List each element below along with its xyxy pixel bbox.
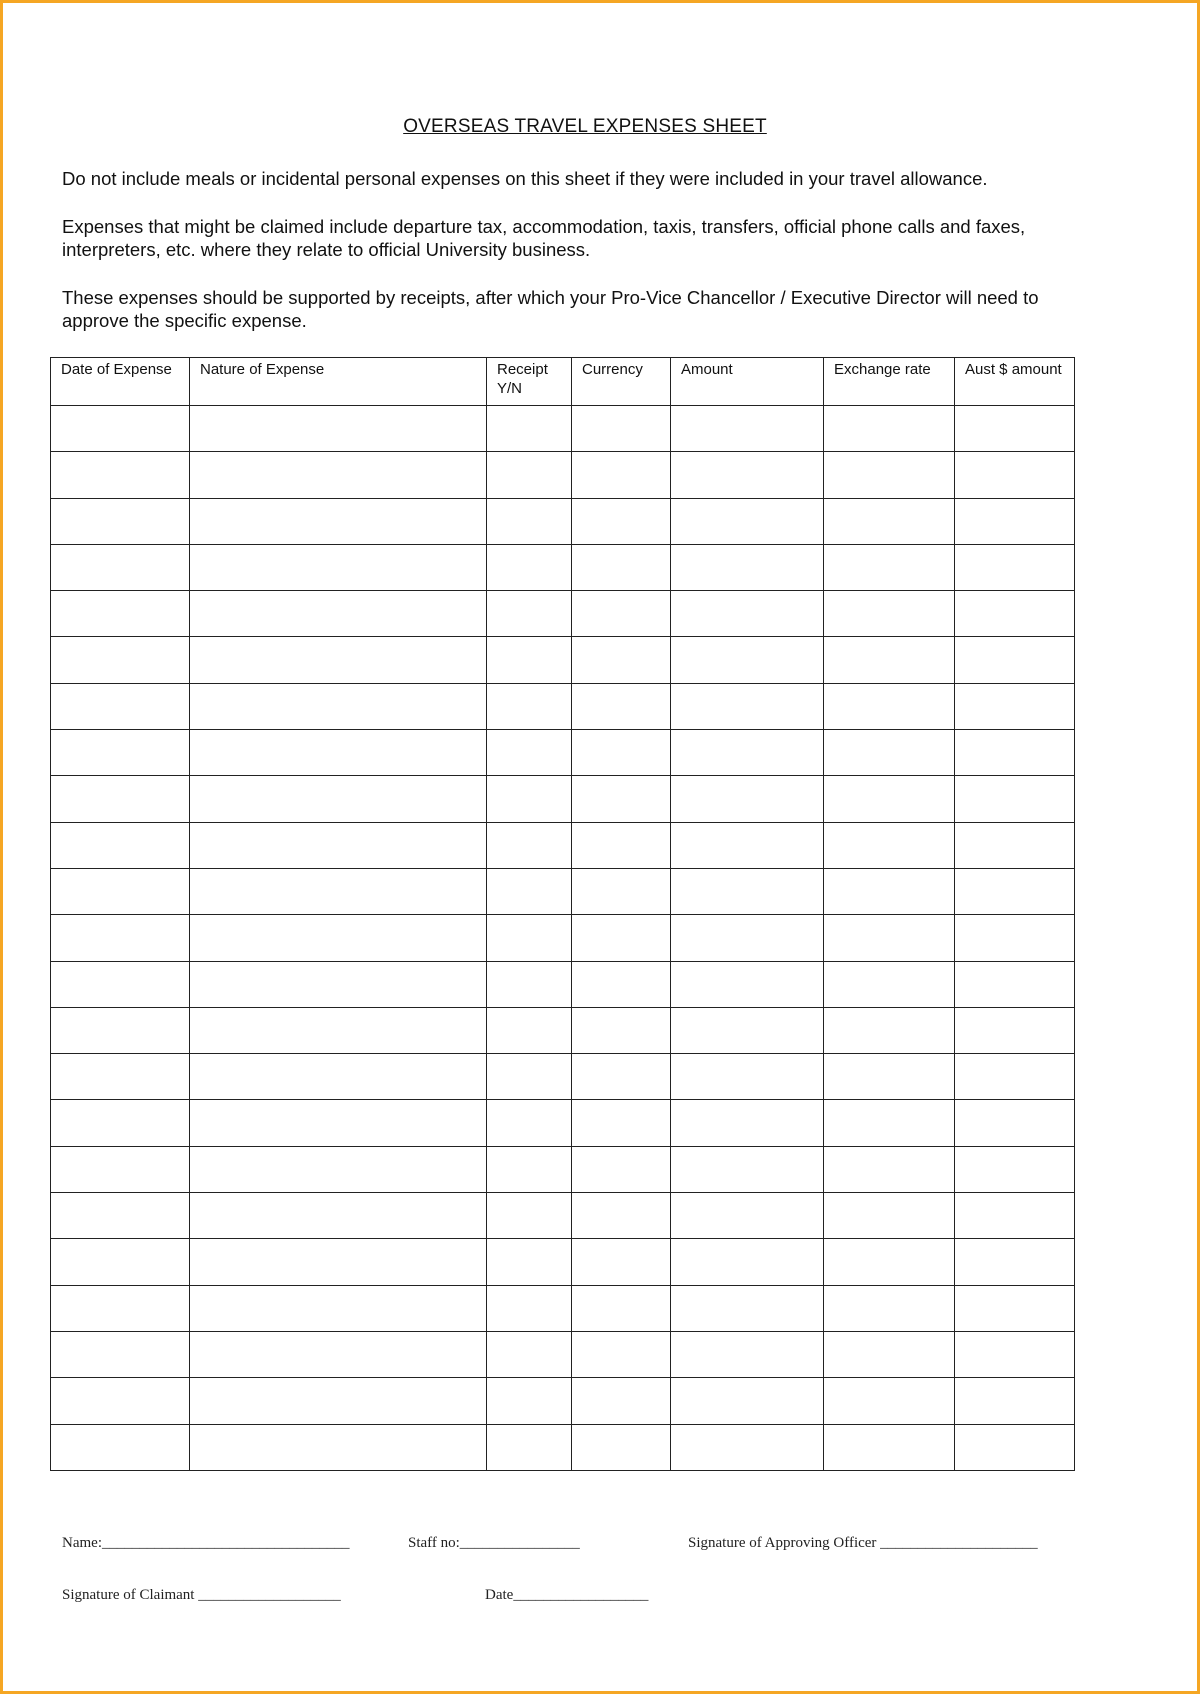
receipt-cell[interactable] xyxy=(487,452,572,498)
date-cell[interactable] xyxy=(51,1378,190,1424)
exchange-rate-cell[interactable] xyxy=(824,637,955,683)
table-row xyxy=(51,961,1075,1007)
amount-cell[interactable] xyxy=(671,1193,824,1239)
nature-cell[interactable] xyxy=(190,961,487,1007)
currency-cell[interactable] xyxy=(572,591,671,637)
nature-cell[interactable] xyxy=(190,406,487,452)
exchange-rate-cell[interactable] xyxy=(824,1424,955,1470)
date-cell[interactable] xyxy=(51,1146,190,1192)
table-row xyxy=(51,1146,1075,1192)
amount-cell[interactable] xyxy=(671,1285,824,1331)
approving-officer-signature-field[interactable]: Signature of Approving Officer _____________________ xyxy=(688,1535,1038,1551)
amount-cell[interactable] xyxy=(671,1146,824,1192)
currency-cell[interactable] xyxy=(572,1378,671,1424)
amount-cell[interactable] xyxy=(671,915,824,961)
receipt-cell[interactable] xyxy=(487,1239,572,1285)
amount-cell[interactable] xyxy=(671,406,824,452)
header-currency: Currency xyxy=(572,358,671,406)
exchange-rate-cell[interactable] xyxy=(824,683,955,729)
amount-cell[interactable] xyxy=(671,868,824,914)
amount-cell[interactable] xyxy=(671,1378,824,1424)
nature-cell[interactable] xyxy=(190,1193,487,1239)
nature-cell[interactable] xyxy=(190,1239,487,1285)
receipt-cell[interactable] xyxy=(487,498,572,544)
aust-amount-cell[interactable] xyxy=(955,1331,1075,1377)
currency-cell[interactable] xyxy=(572,544,671,590)
date-cell[interactable] xyxy=(51,406,190,452)
exchange-rate-cell[interactable] xyxy=(824,730,955,776)
date-cell[interactable] xyxy=(51,868,190,914)
amount-cell[interactable] xyxy=(671,1424,824,1470)
receipt-cell[interactable] xyxy=(487,1193,572,1239)
exchange-rate-cell[interactable] xyxy=(824,1285,955,1331)
receipt-cell[interactable] xyxy=(487,637,572,683)
amount-cell[interactable] xyxy=(671,591,824,637)
nature-cell[interactable] xyxy=(190,1054,487,1100)
receipt-cell[interactable] xyxy=(487,730,572,776)
staff-no-field[interactable]: Staff no:________________ xyxy=(408,1535,580,1551)
amount-cell[interactable] xyxy=(671,1054,824,1100)
aust-amount-cell[interactable] xyxy=(955,406,1075,452)
receipt-cell[interactable] xyxy=(487,1285,572,1331)
exchange-rate-cell[interactable] xyxy=(824,776,955,822)
receipt-cell[interactable] xyxy=(487,683,572,729)
amount-cell[interactable] xyxy=(671,730,824,776)
date-cell[interactable] xyxy=(51,1424,190,1470)
table-row xyxy=(51,868,1075,914)
date-cell[interactable] xyxy=(51,915,190,961)
currency-cell[interactable] xyxy=(572,637,671,683)
receipt-cell[interactable] xyxy=(487,1331,572,1377)
receipt-cell[interactable] xyxy=(487,1378,572,1424)
aust-amount-cell[interactable] xyxy=(955,1285,1075,1331)
aust-amount-cell[interactable] xyxy=(955,915,1075,961)
nature-cell[interactable] xyxy=(190,637,487,683)
table-row xyxy=(51,1007,1075,1053)
table-row xyxy=(51,591,1075,637)
expense-table xyxy=(50,357,1075,1471)
nature-cell[interactable] xyxy=(190,1378,487,1424)
date-cell[interactable] xyxy=(51,1193,190,1239)
instruction-paragraph-claimable-expenses: Expenses that might be claimed include departure tax, accommodation, taxis, transfers, official phone calls and faxes, interpreters, etc. where they relate to official University business. xyxy=(62,216,1026,260)
date-cell[interactable] xyxy=(51,1331,190,1377)
receipt-cell[interactable] xyxy=(487,822,572,868)
amount-cell[interactable] xyxy=(671,544,824,590)
aust-amount-cell[interactable] xyxy=(955,1424,1075,1470)
claimant-signature-field[interactable]: Signature of Claimant ___________________ xyxy=(62,1587,341,1603)
date-cell[interactable] xyxy=(51,637,190,683)
header-date-of-expense: Date of Expense xyxy=(51,358,190,406)
aust-amount-cell[interactable] xyxy=(955,452,1075,498)
table-row xyxy=(51,544,1075,590)
nature-cell[interactable] xyxy=(190,822,487,868)
aust-amount-cell[interactable] xyxy=(955,591,1075,637)
nature-cell[interactable] xyxy=(190,1146,487,1192)
nature-cell[interactable] xyxy=(190,1424,487,1470)
amount-cell[interactable] xyxy=(671,1100,824,1146)
nature-cell[interactable] xyxy=(190,498,487,544)
amount-cell[interactable] xyxy=(671,1007,824,1053)
currency-cell[interactable] xyxy=(572,1100,671,1146)
aust-amount-cell[interactable] xyxy=(955,1239,1075,1285)
exchange-rate-cell[interactable] xyxy=(824,915,955,961)
nature-cell[interactable] xyxy=(190,1285,487,1331)
amount-cell[interactable] xyxy=(671,498,824,544)
date-cell[interactable] xyxy=(51,452,190,498)
currency-cell[interactable] xyxy=(572,683,671,729)
date-field[interactable]: Date__________________ xyxy=(485,1587,649,1603)
instruction-paragraph-receipts: These expenses should be supported by receipts, after which your Pro-Vice Chancellor / Executive Director will need to approve the specific expense. xyxy=(62,287,1039,331)
aust-amount-cell[interactable] xyxy=(955,683,1075,729)
nature-cell[interactable] xyxy=(190,452,487,498)
table-row xyxy=(51,498,1075,544)
currency-cell[interactable] xyxy=(572,915,671,961)
aust-amount-cell[interactable] xyxy=(955,730,1075,776)
receipt-cell[interactable] xyxy=(487,406,572,452)
currency-cell[interactable] xyxy=(572,406,671,452)
amount-cell[interactable] xyxy=(671,822,824,868)
header-amount: Amount xyxy=(671,358,824,406)
nature-cell[interactable] xyxy=(190,1100,487,1146)
amount-cell[interactable] xyxy=(671,1331,824,1377)
nature-cell[interactable] xyxy=(190,1331,487,1377)
exchange-rate-cell[interactable] xyxy=(824,591,955,637)
nature-cell[interactable] xyxy=(190,915,487,961)
receipt-cell[interactable] xyxy=(487,915,572,961)
nature-cell[interactable] xyxy=(190,776,487,822)
currency-cell[interactable] xyxy=(572,1054,671,1100)
date-cell[interactable] xyxy=(51,961,190,1007)
table-row xyxy=(51,822,1075,868)
amount-cell[interactable] xyxy=(671,452,824,498)
receipt-cell[interactable] xyxy=(487,868,572,914)
exchange-rate-cell[interactable] xyxy=(824,406,955,452)
aust-amount-cell[interactable] xyxy=(955,498,1075,544)
header-nature-of-expense: Nature of Expense xyxy=(190,358,487,406)
currency-cell[interactable] xyxy=(572,1007,671,1053)
exchange-rate-cell[interactable] xyxy=(824,1054,955,1100)
document-title: OVERSEAS TRAVEL EXPENSES SHEET xyxy=(403,116,767,137)
aust-amount-cell[interactable] xyxy=(955,776,1075,822)
date-cell[interactable] xyxy=(51,730,190,776)
receipt-cell[interactable] xyxy=(487,961,572,1007)
table-row xyxy=(51,452,1075,498)
receipt-cell[interactable] xyxy=(487,1100,572,1146)
amount-cell[interactable] xyxy=(671,776,824,822)
aust-amount-cell[interactable] xyxy=(955,637,1075,683)
aust-amount-cell[interactable] xyxy=(955,544,1075,590)
table-row xyxy=(51,1100,1075,1146)
exchange-rate-cell[interactable] xyxy=(824,1100,955,1146)
table-row xyxy=(51,683,1075,729)
table-header-row xyxy=(51,358,1075,406)
table-row xyxy=(51,776,1075,822)
currency-cell[interactable] xyxy=(572,452,671,498)
aust-amount-cell[interactable] xyxy=(955,1146,1075,1192)
date-cell[interactable] xyxy=(51,1100,190,1146)
date-cell[interactable] xyxy=(51,683,190,729)
date-cell[interactable] xyxy=(51,591,190,637)
aust-amount-cell[interactable] xyxy=(955,1100,1075,1146)
aust-amount-cell[interactable] xyxy=(955,1378,1075,1424)
date-cell[interactable] xyxy=(51,776,190,822)
currency-cell[interactable] xyxy=(572,498,671,544)
table-row xyxy=(51,1193,1075,1239)
date-cell[interactable] xyxy=(51,544,190,590)
table-row xyxy=(51,730,1075,776)
amount-cell[interactable] xyxy=(671,1239,824,1285)
nature-cell[interactable] xyxy=(190,868,487,914)
currency-cell[interactable] xyxy=(572,1239,671,1285)
date-cell[interactable] xyxy=(51,1239,190,1285)
exchange-rate-cell[interactable] xyxy=(824,1007,955,1053)
date-cell[interactable] xyxy=(51,1285,190,1331)
exchange-rate-cell[interactable] xyxy=(824,961,955,1007)
nature-cell[interactable] xyxy=(190,591,487,637)
header-exchange-rate: Exchange rate xyxy=(824,358,955,406)
exchange-rate-cell[interactable] xyxy=(824,1331,955,1377)
currency-cell[interactable] xyxy=(572,1331,671,1377)
currency-cell[interactable] xyxy=(572,1193,671,1239)
aust-amount-cell[interactable] xyxy=(955,822,1075,868)
aust-amount-cell[interactable] xyxy=(955,1007,1075,1053)
exchange-rate-cell[interactable] xyxy=(824,1378,955,1424)
amount-cell[interactable] xyxy=(671,683,824,729)
currency-cell[interactable] xyxy=(572,1146,671,1192)
header-receipt: Receipt Y/N xyxy=(487,358,572,406)
currency-cell[interactable] xyxy=(572,1285,671,1331)
aust-amount-cell[interactable] xyxy=(955,868,1075,914)
currency-cell[interactable] xyxy=(572,868,671,914)
header-aust-amount: Aust $ amount xyxy=(955,358,1075,406)
nature-cell[interactable] xyxy=(190,683,487,729)
receipt-cell[interactable] xyxy=(487,1054,572,1100)
receipt-cell[interactable] xyxy=(487,1424,572,1470)
exchange-rate-cell[interactable] xyxy=(824,1193,955,1239)
instruction-paragraph-meals: Do not include meals or incidental personal expenses on this sheet if they were included in your travel allowance. xyxy=(62,168,988,189)
exchange-rate-cell[interactable] xyxy=(824,498,955,544)
exchange-rate-cell[interactable] xyxy=(824,868,955,914)
name-field[interactable]: Name:_________________________________ xyxy=(62,1535,350,1551)
amount-cell[interactable] xyxy=(671,961,824,1007)
currency-cell[interactable] xyxy=(572,1424,671,1470)
table-row xyxy=(51,1285,1075,1331)
date-cell[interactable] xyxy=(51,498,190,544)
exchange-rate-cell[interactable] xyxy=(824,544,955,590)
currency-cell[interactable] xyxy=(572,730,671,776)
table-row xyxy=(51,1378,1075,1424)
receipt-cell[interactable] xyxy=(487,544,572,590)
amount-cell[interactable] xyxy=(671,637,824,683)
aust-amount-cell[interactable] xyxy=(955,1054,1075,1100)
currency-cell[interactable] xyxy=(572,822,671,868)
exchange-rate-cell[interactable] xyxy=(824,822,955,868)
table-row xyxy=(51,406,1075,452)
table-row xyxy=(51,637,1075,683)
date-cell[interactable] xyxy=(51,822,190,868)
table-row xyxy=(51,1239,1075,1285)
expense-rows xyxy=(51,406,1075,1471)
exchange-rate-cell[interactable] xyxy=(824,1239,955,1285)
receipt-cell[interactable] xyxy=(487,591,572,637)
nature-cell[interactable] xyxy=(190,730,487,776)
date-cell[interactable] xyxy=(51,1054,190,1100)
receipt-cell[interactable] xyxy=(487,1146,572,1192)
table-row xyxy=(51,1331,1075,1377)
aust-amount-cell[interactable] xyxy=(955,1193,1075,1239)
nature-cell[interactable] xyxy=(190,1007,487,1053)
aust-amount-cell[interactable] xyxy=(955,961,1075,1007)
table-row xyxy=(51,1054,1075,1100)
nature-cell[interactable] xyxy=(190,544,487,590)
table-row xyxy=(51,915,1075,961)
receipt-cell[interactable] xyxy=(487,1007,572,1053)
receipt-cell[interactable] xyxy=(487,776,572,822)
exchange-rate-cell[interactable] xyxy=(824,452,955,498)
table-row xyxy=(51,1424,1075,1470)
exchange-rate-cell[interactable] xyxy=(824,1146,955,1192)
date-cell[interactable] xyxy=(51,1007,190,1053)
currency-cell[interactable] xyxy=(572,961,671,1007)
currency-cell[interactable] xyxy=(572,776,671,822)
